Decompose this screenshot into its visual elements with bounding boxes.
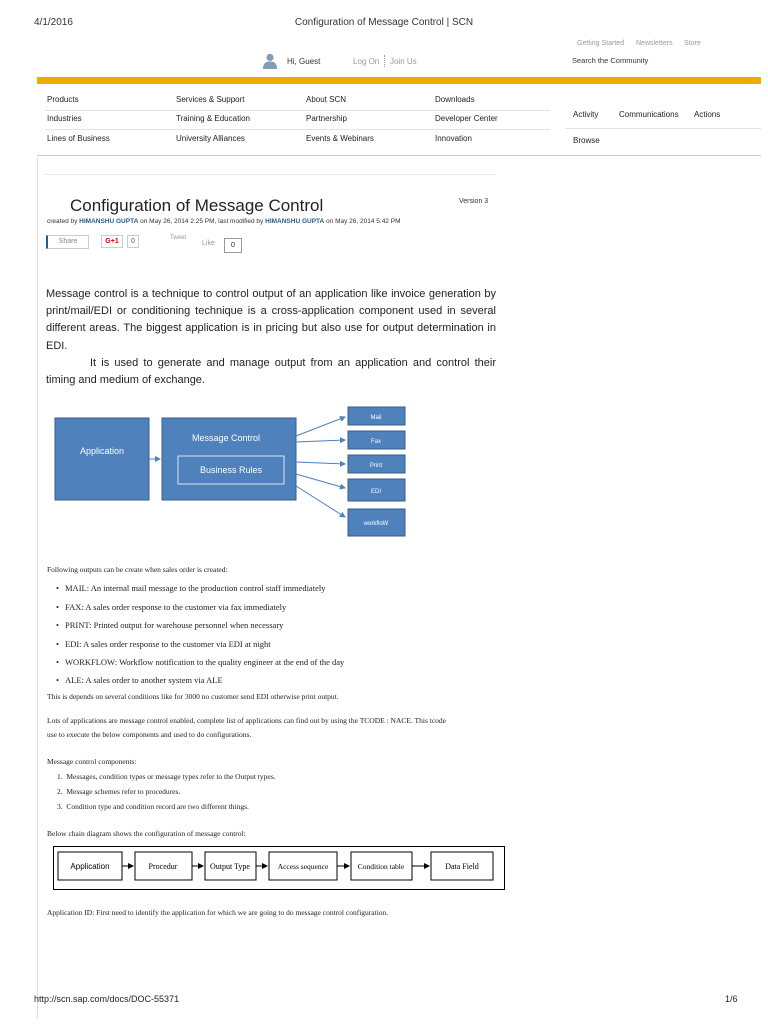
content-left-border [37, 158, 38, 1018]
byline-modified-on: on May 26, 2014 5:42 PM [326, 218, 401, 225]
chain-label-output-type: Output Type [210, 862, 250, 871]
chain-label-data-field: Data Field [445, 862, 479, 871]
component-item-2: 2. Message schemes refer to procedures. [57, 787, 181, 796]
nav-right-divider [565, 128, 761, 129]
chain-label-procedur: Procedur [148, 862, 178, 871]
nav-communications[interactable]: Communications [619, 110, 679, 119]
second-paragraph: It is used to generate and manage output from an application and control their timing and medium of exchange. [46, 357, 496, 387]
nav-services-support[interactable]: Services & Support [176, 95, 245, 104]
getting-started-link[interactable]: Getting Started [577, 40, 625, 47]
output-item-workflow: • WORKFLOW: Workflow notification to the quality engineer at the end of the day [56, 657, 344, 667]
newsletters-link[interactable]: Newsletters [636, 40, 673, 47]
edi-box-label: EDI [370, 489, 382, 495]
component-text-3: Condition type and condition record are two different things. [66, 802, 249, 811]
configuration-chain-diagram [53, 846, 505, 890]
nav-about-scn[interactable]: About SCN [306, 95, 347, 104]
application-box-label: Application [79, 446, 125, 456]
join-us-link[interactable]: Join Us [390, 57, 417, 66]
nav-lines-of-business[interactable]: Lines of Business [47, 134, 110, 143]
like-button[interactable]: Like [202, 240, 215, 247]
google-plus-button[interactable]: G+1 [101, 235, 123, 248]
output-item-print: • PRINT: Printed output for warehouse personnel when necessary [56, 620, 283, 630]
outputs-intro: Following outputs can be create when sales order is created: [47, 565, 228, 574]
arrow-to-mail [296, 417, 345, 436]
footer-url: http://scn.sap.com/docs/DOC-55371 [34, 994, 180, 1004]
title-top-rule [44, 174, 496, 175]
component-item-1: 1. Messages, condition types or message types refer to the Output types. [57, 772, 276, 781]
nace-note-line1: Lots of applications are message control enabled, complete list of applications can find out by using the TCODE : NACE. This tcode [47, 716, 447, 725]
output-item-ale: • ALE: A sales order to another system via ALE [56, 675, 223, 685]
nav-products[interactable]: Products [47, 95, 79, 104]
modifier-link[interactable]: HIMANSHU GUPTA [265, 218, 325, 225]
component-text-1: Messages, condition types or message types refer to the Output types. [66, 772, 276, 781]
output-item-edi: • EDI: A sales order response to the customer via EDI at night [56, 639, 271, 649]
arrow-to-workflow [296, 486, 345, 517]
guest-greeting: Hi, Guest [287, 57, 321, 66]
nav-training-education[interactable]: Training & Education [176, 114, 250, 123]
nav-bottom-border [37, 155, 761, 156]
byline-created-on: on May 26, 2014 2:25 PM, last modified by [140, 218, 264, 225]
nav-partnership[interactable]: Partnership [306, 114, 347, 123]
nav-activity[interactable]: Activity [573, 110, 599, 119]
nav-university-alliances[interactable]: University Alliances [176, 134, 245, 143]
components-title: Message control components: [47, 757, 137, 766]
print-page-title: Configuration of Message Control | SCN [294, 17, 474, 28]
like-count: 0 [224, 238, 242, 253]
google-plus-count: 0 [127, 235, 139, 248]
component-item-3: 3. Condition type and condition record are two different things. [57, 802, 249, 811]
user-avatar-icon [263, 53, 277, 69]
document-byline [47, 218, 400, 225]
application-box [55, 418, 149, 500]
print-date: 4/1/2016 [34, 17, 73, 28]
nav-row-divider [45, 129, 550, 130]
chain-label-application: Application [70, 862, 110, 871]
component-text-2: Message schemes refer to procedures. [66, 787, 181, 796]
chain-label-condition-table: Condition table [357, 862, 405, 871]
footer-page-number: 1/6 [725, 994, 738, 1004]
intro-paragraph: Message control is a technique to control output of an application like invoice generation by print/mail/EDI or conditioning technique is a cross-application component used in several different areas. The biggest application is in pricing but also use for output determination in EDI. [46, 288, 496, 352]
conditions-note: This is depends on several conditions like for 3000 no customer send EDI otherwise print output. [47, 692, 339, 701]
fax-box-label: Fax [370, 439, 382, 445]
nav-innovation[interactable]: Innovation [435, 134, 472, 143]
nace-note-line2: use to execute the below components and used to do configurations. [47, 730, 252, 739]
byline-created-label: created by [47, 218, 78, 225]
nav-row-divider [45, 110, 550, 111]
search-community-input[interactable]: Search the Community [572, 56, 649, 65]
chain-intro: Below chain diagram shows the configuration of message control: [47, 829, 246, 838]
tweet-button[interactable]: Tweet [170, 235, 187, 241]
store-link[interactable]: Store [684, 40, 701, 47]
nav-events-webinars[interactable]: Events & Webinars [306, 134, 374, 143]
message-control-label: Message Control [191, 433, 261, 443]
version-label: Version 3 [459, 198, 489, 205]
output-item-fax: • FAX: A sales order response to the customer via fax immediately [56, 602, 286, 612]
share-button[interactable]: Share [46, 235, 89, 249]
author-link[interactable]: HIMANSHU GUPTA [79, 218, 139, 225]
link-separator [384, 55, 385, 67]
print-box-label: Print [369, 463, 383, 469]
workflow-box-label: workfloW [363, 521, 389, 527]
header-accent-bar [37, 77, 761, 84]
chain-label-access-sequence: Access sequence [277, 862, 329, 871]
arrow-to-print [296, 462, 345, 464]
nav-developer-center[interactable]: Developer Center [435, 114, 498, 123]
business-rules-label: Business Rules [199, 465, 263, 475]
nav-browse[interactable]: Browse [573, 136, 600, 145]
arrow-to-fax [296, 440, 345, 442]
nav-industries[interactable]: Industries [47, 114, 82, 123]
mail-box-label: Mail [370, 415, 382, 421]
nav-actions[interactable]: Actions [694, 110, 721, 119]
output-item-mail: • MAIL: An internal mail message to the production control staff immediately [56, 583, 325, 593]
arrow-to-edi [296, 474, 345, 488]
log-on-link[interactable]: Log On [353, 57, 380, 66]
document-title: Configuration of Message Control [70, 196, 324, 215]
message-control-diagram [54, 402, 410, 542]
nav-downloads[interactable]: Downloads [435, 95, 475, 104]
application-id-text: Application ID: First need to identify the application for which we are going to do message control configuration. [47, 908, 389, 917]
